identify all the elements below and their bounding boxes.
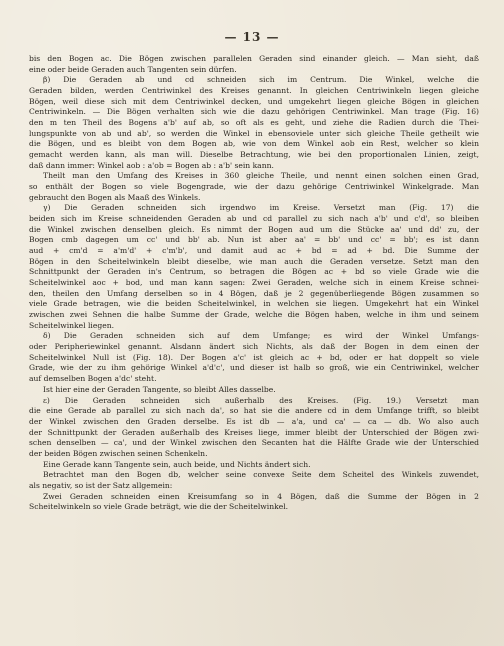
text-line: Eine Gerade kann Tangente sein, auch beide, und Nichts ändert sich. <box>43 459 311 469</box>
text-line: Bögen, weil diese sich mit dem Centriwinkel decken, und umgekehrt liegen gleiche Bögen in gleichen <box>29 96 479 106</box>
text-line: Scheitelwinkel liegen. <box>29 320 115 330</box>
body-text <box>29 54 479 513</box>
text-line: gebraucht den Bogen als Maaß des Winkels. <box>29 192 201 202</box>
text-line: der Schnittpunkt der Geraden außerhalb des Kreises liege, immer bleibt der Unterschied der Bögen zwi- <box>29 427 479 437</box>
text-line: Centriwinkeln. — Die Bögen verhalten sich wie die dazu gehörigen Centriwinkel. Man trage (Fig. 16) <box>29 107 479 117</box>
text-line: aud + cm'd = a'm'd' + c'm'b', und damit aud ac + bd = ad + bd. Die Summe der <box>29 246 479 256</box>
text-line: Scheitelwinkeln so viele Grade beträgt, wie die der Scheitelwinkel. <box>29 502 289 512</box>
text-line: Ist hier eine der Geraden Tangente, so bleibt Alles dasselbe. <box>43 384 276 394</box>
text-line: die Bögen, und es bleibt von dem Bogen ab, wie von dem Winkel aob ein Rest, welcher so klein <box>29 139 479 149</box>
text-line: ε) Die Geraden schneiden sich außerhalb des Kreises. (Fig. 19.) Versetzt man <box>43 395 479 405</box>
text-line: β) Die Geraden ab und cd schneiden sich im Centrum. Die Winkel, welche die <box>43 75 479 85</box>
text-line: zwischen zwei Sehnen die halbe Summe der Grade, welche die Bögen haben, welche in ihm und seinem <box>29 310 479 320</box>
text-line: oder Peripheriewinkel genannt. Alsdann ändert sich Nichts, als daß der Bogen in dem einen der <box>29 342 479 352</box>
text-line: die eine Gerade ab parallel zu sich nach da', so hat sie die andere cd in dem Umfange trifft, so bleibt <box>29 406 479 416</box>
text-line: Scheitelwinkel aoc + bod, und man kann sagen: Zwei Geraden, welche sich in einem Kreise schnei- <box>29 278 479 288</box>
text-line: der Winkel zwischen den Graden derselbe. Es ist db — a'a, und ca' — ca — db. Wo also auch <box>29 416 479 426</box>
text-line: beiden sich im Kreise schneidenden Geraden ab und cd parallel zu sich nach a'b' und c'd', so bleiben <box>29 214 479 224</box>
text-line: viele Grade betragen, wie die beiden Scheitelwinkel, in welchen sie liegen. Umgekehrt hat ein Winkel <box>29 299 479 309</box>
text-line: lungspunkte von ab und ab', so werden die Winkel in ebensoviele unter sich gleiche Theile getheilt wie <box>29 128 479 138</box>
text-line: den, theilen den Umfang derselben so in 4 Bögen, daß je 2 gegenüberliegende Bögen zusammen so <box>29 288 479 298</box>
text-line: Scheitelwinkel Null ist (Fig. 18). Der Bogen a'c' ist gleich ac + bd, oder er hat doppelt so viele <box>29 352 479 362</box>
text-line: auf demselben Bogen a'dc' steht. <box>29 374 157 384</box>
text-line: daß dann immer: Winkel aob : a'ob = Bogen ab : a'b' sein kann. <box>29 160 274 170</box>
text-line: Grade, wie der zu ihm gehörige Winkel a'd'c', und dieser ist halb so groß, wie ein Centriwinkel, welcher <box>29 363 479 373</box>
page-number-header: — 13 — <box>224 30 280 44</box>
text-line: γ) Die Geraden schneiden sich irgendwo im Kreise. Versetzt man (Fig. 17) die <box>43 203 479 213</box>
text-line: Geraden bilden, werden Centriwinkel des Kreises genannt. In gleichen Centriwinkeln liegen gleiche <box>29 86 479 96</box>
text-line: Theilt man den Umfang des Kreises in 360 gleiche Theile, und nennt einen solchen einen Grad, <box>43 171 479 181</box>
text-line: δ) Die Geraden schneiden sich auf dem Umfange; es wird der Winkel Umfangs- <box>43 331 479 341</box>
text-line: den m ten Theil des Bogens a'b' auf ab, so oft als es geht, und ziehe die Radien durch die Thei- <box>29 118 479 128</box>
text-line: der beiden Bögen zwischen seinen Schenkeln. <box>29 448 208 458</box>
text-line: schen denselben — ca', und der Winkel zwischen den Secanten hat die Hälfte Grade wie der Unterschied <box>29 438 479 448</box>
text-line: die Winkel zwischen denselben gleich. Es nimmt der Bogen aud um die Stücke aa' und dd' zu, der <box>29 224 479 234</box>
text-line: als negativ, so ist der Satz allgemein: <box>29 480 173 490</box>
text-line: eine oder beide Geraden auch Tangenten sein dürfen. <box>29 64 237 74</box>
text-line: gemacht werden kann, als man will. Dieselbe Betrachtung, wie bei den proportionalen Linien, zeigt, <box>29 150 479 160</box>
text-line: so enthält der Bogen so viele Bogengrade, wie der dazu gehörige Centriwinkel Winkelgrade. Man <box>29 182 479 192</box>
text-line: Schnittpunkt der Geraden in's Centrum, so betragen die Bögen ac + bd so viele Grade wie die <box>29 267 479 277</box>
text-line: bis den Bogen ac. Die Bögen zwischen parallelen Geraden sind einander gleich. — Man sieht, daß <box>29 54 479 63</box>
text-line: Bogen cmb dagegen um cc' und bb' ab. Nun ist aber aa' = bb' und cc' = bb'; es ist dann <box>29 235 479 245</box>
text-line: Bögen in den Scheitelwinkeln bleibt dieselbe, wie man auch die Geraden versetze. Setzt man den <box>29 256 479 266</box>
text-line: Betrachtet man den Bogen db, welcher seine convexe Seite dem Scheitel des Winkels zuwendet, <box>43 470 479 480</box>
text-line: Zwei Geraden schneiden einen Kreisumfang so in 4 Bögen, daß die Summe der Bögen in 2 <box>43 491 479 501</box>
